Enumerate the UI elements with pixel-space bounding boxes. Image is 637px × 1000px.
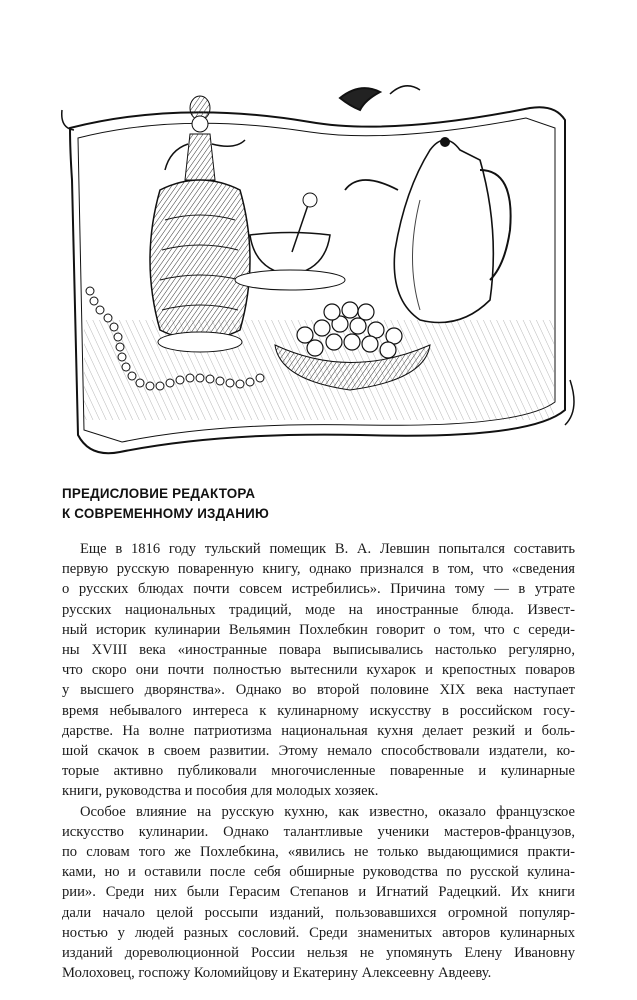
teacup-icon bbox=[235, 193, 345, 290]
paragraph-1 bbox=[62, 539, 575, 802]
text-line: по словам того же Похлебкина, «явились не только выдающимися практи- bbox=[62, 844, 575, 861]
text-line: Еще в 1816 году тульский помещик В. А. Левшин попытался составить bbox=[80, 541, 575, 557]
text-line: шой скачок в своем развитии. Этому немало способствовали издатели, ко- bbox=[62, 743, 575, 760]
text-line: Особое влияние на русскую кухню, как известно, оказало французское bbox=[80, 803, 575, 820]
still-life-illustration bbox=[60, 80, 580, 470]
text-line: русских национальных традиций, моде на иностранные блюда. Извест- bbox=[62, 601, 575, 618]
text-line: изданий дореволюционной России нельзя не упомянуть Елену Ивановну bbox=[62, 945, 575, 962]
text-line: рии». Среди них были Герасим Степанов и Игнатий Радецкий. Их книги bbox=[62, 884, 575, 901]
text-line: у высшего дворянства». Однако во второй половине XIX века наступает bbox=[62, 682, 575, 699]
heading-line-1: ПРЕДИСЛОВИЕ РЕДАКТОРА bbox=[62, 486, 256, 501]
text-line: искусство кулинарии. Однако талантливые ученики мастеров-французов, bbox=[62, 823, 575, 840]
text-line: дарстве. На волне патриотизма национальная кухня делает резкий и боль- bbox=[62, 722, 575, 739]
text-line: первую русскую поваренную книгу, однако признался в том, что «сведения bbox=[62, 561, 575, 578]
text-line: дали начало целой россыпи изданий, пользовавшихся огромной популяр- bbox=[62, 904, 575, 921]
text-line: ками, но и оставили после себя обширные руководства по русской кулина- bbox=[62, 864, 575, 881]
heading-line-2: К СОВРЕМЕННОМУ ИЗДАНИЮ bbox=[62, 506, 269, 521]
text-line: Молоховец, госпожу Коломийцову и Екатерину Алексеевну Авдееву. bbox=[62, 965, 492, 982]
text-line: время небывалого интереса к кулинарному искусству в российском госу- bbox=[62, 702, 575, 719]
text-line: ностью у людей разных сословий. Среди знаменитых авторов кулинарных bbox=[62, 924, 575, 941]
section-heading bbox=[62, 484, 582, 524]
text-line: ны XVIII века «иностранные повара выписывались настолько регулярно, bbox=[62, 642, 575, 659]
doll-figure-icon bbox=[150, 96, 250, 352]
text-line: книги, руководства и пособия для молодых хозяек. bbox=[62, 783, 379, 800]
text-line: ный историк кулинарии Вельямин Похлебкин говорит о том, что с середи- bbox=[62, 621, 575, 638]
text-line: что скоро они почти полностью вытеснили кухарок и крепостных поваров bbox=[62, 662, 575, 679]
coffee-pot-icon bbox=[345, 137, 511, 323]
body-text bbox=[62, 539, 575, 983]
paragraph-2 bbox=[62, 802, 575, 984]
text-line: торые активно публиковали многочисленные поваренные и кулинарные bbox=[62, 763, 575, 780]
text-line: о русских блюдах почти совсем истребились». Причина тому — в утрате bbox=[62, 581, 575, 598]
